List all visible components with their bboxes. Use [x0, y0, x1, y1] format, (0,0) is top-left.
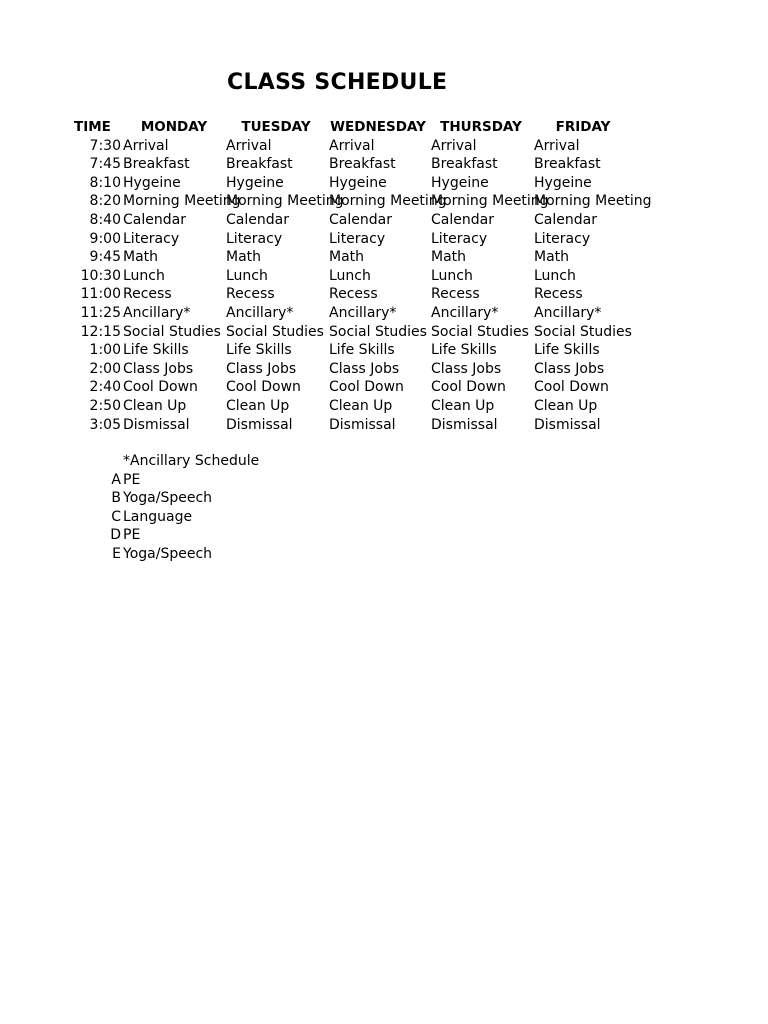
table-row: [0, 397, 768, 416]
activity-cell-thursday: Morning Meeting: [431, 193, 549, 210]
time-cell: 12:15: [80, 323, 121, 340]
activity-cell-thursday: Dismissal: [431, 416, 498, 433]
activity-cell-tuesday: Life Skills: [226, 342, 292, 359]
activity-cell-friday: Clean Up: [534, 397, 598, 414]
activity-cell-tuesday: Math: [226, 249, 262, 266]
table-row: [0, 137, 768, 156]
time-cell: 8:20: [89, 193, 121, 210]
ancillary-value: PE: [123, 527, 141, 544]
activity-cell-wednesday: Ancillary*: [329, 304, 397, 321]
activity-cell-thursday: Life Skills: [431, 342, 497, 359]
activity-cell-friday: Social Studies: [534, 323, 632, 340]
activity-cell-thursday: Social Studies: [431, 323, 529, 340]
time-cell: 9:45: [89, 249, 121, 266]
time-cell: 2:50: [89, 397, 121, 414]
activity-cell-friday: Calendar: [534, 211, 597, 228]
activity-cell-monday: Calendar: [123, 211, 186, 228]
activity-cell-wednesday: Hygeine: [329, 174, 387, 191]
table-row: [0, 323, 768, 342]
activity-cell-friday: Literacy: [534, 230, 591, 247]
activity-cell-thursday: Calendar: [431, 211, 494, 228]
time-cell: 10:30: [80, 267, 121, 284]
activity-cell-monday: Morning Meeting: [123, 193, 241, 210]
activity-cell-wednesday: Social Studies: [329, 323, 427, 340]
activity-cell-wednesday: Clean Up: [329, 397, 393, 414]
time-cell: 3:05: [89, 416, 121, 433]
time-cell: 7:30: [89, 137, 121, 154]
header-wednesday: WEDNESDAY: [330, 119, 426, 135]
activity-cell-tuesday: Recess: [226, 286, 275, 303]
time-cell: 8:40: [89, 211, 121, 228]
ancillary-value: Yoga/Speech: [123, 490, 213, 507]
activity-cell-tuesday: Class Jobs: [226, 360, 297, 377]
table-row: [0, 174, 768, 193]
activity-cell-monday: Recess: [123, 286, 172, 303]
activity-cell-friday: Cool Down: [534, 379, 609, 396]
activity-cell-monday: Cool Down: [123, 379, 198, 396]
table-row: [0, 248, 768, 267]
activity-cell-tuesday: Breakfast: [226, 156, 293, 173]
time-cell: 2:00: [89, 360, 121, 377]
activity-cell-wednesday: Morning Meeting: [329, 193, 447, 210]
activity-cell-tuesday: Clean Up: [226, 397, 290, 414]
ancillary-value: PE: [123, 471, 141, 488]
activity-cell-friday: Recess: [534, 286, 583, 303]
time-cell: 11:25: [80, 304, 121, 321]
time-cell: 1:00: [89, 342, 121, 359]
time-cell: 8:10: [89, 174, 121, 191]
activity-cell-thursday: Cool Down: [431, 379, 506, 396]
activity-cell-friday: Morning Meeting: [534, 193, 652, 210]
ancillary-letter: C: [111, 508, 121, 525]
activity-cell-friday: Class Jobs: [534, 360, 605, 377]
activity-cell-monday: Class Jobs: [123, 360, 194, 377]
activity-cell-thursday: Class Jobs: [431, 360, 502, 377]
activity-cell-tuesday: Ancillary*: [226, 304, 294, 321]
activity-cell-friday: Lunch: [534, 267, 576, 284]
activity-cell-tuesday: Morning Meeting: [226, 193, 344, 210]
activity-cell-thursday: Ancillary*: [431, 304, 499, 321]
activity-cell-tuesday: Cool Down: [226, 379, 301, 396]
table-row: [0, 360, 768, 379]
activity-cell-wednesday: Math: [329, 249, 365, 266]
activity-cell-monday: Life Skills: [123, 342, 189, 359]
ancillary-letter: D: [110, 527, 121, 544]
header-monday: MONDAY: [140, 119, 208, 135]
activity-cell-tuesday: Arrival: [226, 137, 272, 154]
activity-cell-friday: Dismissal: [534, 416, 601, 433]
activity-cell-tuesday: Dismissal: [226, 416, 293, 433]
time-cell: 2:40: [89, 379, 121, 396]
ancillary-letter: E: [112, 546, 121, 562]
table-row: [0, 155, 768, 174]
page-title: CLASS SCHEDULE: [227, 70, 448, 95]
ancillary-letter: A: [111, 471, 121, 488]
activity-cell-monday: Dismissal: [123, 416, 190, 433]
table-row: [0, 192, 768, 211]
activity-cell-monday: Hygeine: [123, 174, 181, 191]
activity-cell-thursday: Arrival: [431, 137, 477, 154]
activity-cell-wednesday: Lunch: [329, 267, 371, 284]
activity-cell-tuesday: Hygeine: [226, 174, 284, 191]
table-row: [0, 416, 768, 435]
activity-cell-thursday: Breakfast: [431, 156, 498, 173]
activity-cell-monday: Literacy: [123, 230, 180, 247]
activity-cell-monday: Breakfast: [123, 156, 190, 173]
activity-cell-thursday: Clean Up: [431, 397, 495, 414]
ancillary-value: Yoga/Speech: [123, 546, 213, 562]
activity-cell-thursday: Lunch: [431, 267, 473, 284]
activity-cell-monday: Social Studies: [123, 323, 221, 340]
activity-cell-thursday: Math: [431, 249, 467, 266]
ancillary-letter: B: [111, 490, 121, 507]
activity-cell-monday: Ancillary*: [123, 304, 191, 321]
table-row: [0, 211, 768, 230]
activity-cell-friday: Arrival: [534, 137, 580, 154]
activity-cell-wednesday: Literacy: [329, 230, 386, 247]
activity-cell-thursday: Literacy: [431, 230, 488, 247]
time-cell: 11:00: [80, 286, 121, 303]
time-cell: 9:00: [89, 230, 121, 247]
table-row: [0, 341, 768, 360]
ancillary-value: Language: [123, 508, 193, 525]
schedule-table: [0, 118, 768, 434]
activity-cell-friday: Ancillary*: [534, 304, 602, 321]
activity-cell-tuesday: Literacy: [226, 230, 283, 247]
activity-cell-thursday: Recess: [431, 286, 480, 303]
header-friday: FRIDAY: [555, 119, 611, 135]
activity-cell-wednesday: Class Jobs: [329, 360, 400, 377]
activity-cell-thursday: Hygeine: [431, 174, 489, 191]
table-row: [0, 304, 768, 323]
activity-cell-wednesday: Dismissal: [329, 416, 396, 433]
activity-cell-wednesday: Calendar: [329, 211, 392, 228]
table-row: [0, 267, 768, 286]
activity-cell-wednesday: Life Skills: [329, 342, 395, 359]
activity-cell-monday: Math: [123, 249, 159, 266]
table-row: [0, 285, 768, 304]
table-row: [0, 230, 768, 249]
ancillary-title: *Ancillary Schedule: [123, 453, 260, 469]
activity-cell-monday: Clean Up: [123, 397, 187, 414]
activity-cell-friday: Life Skills: [534, 342, 600, 359]
activity-cell-friday: Breakfast: [534, 156, 601, 173]
activity-cell-friday: Hygeine: [534, 174, 592, 191]
header-tuesday: TUESDAY: [241, 119, 311, 135]
activity-cell-monday: Lunch: [123, 267, 165, 284]
activity-cell-wednesday: Recess: [329, 286, 378, 303]
activity-cell-tuesday: Calendar: [226, 211, 289, 228]
time-cell: 7:45: [89, 156, 121, 173]
activity-cell-wednesday: Arrival: [329, 137, 375, 154]
activity-cell-tuesday: Social Studies: [226, 323, 324, 340]
activity-cell-wednesday: Cool Down: [329, 379, 404, 396]
activity-cell-monday: Arrival: [123, 137, 169, 154]
table-body: [0, 137, 768, 435]
table-header-row: [0, 118, 768, 137]
header-thursday: THURSDAY: [440, 119, 522, 135]
activity-cell-tuesday: Lunch: [226, 267, 268, 284]
activity-cell-wednesday: Breakfast: [329, 156, 396, 173]
table-row: [0, 378, 768, 397]
activity-cell-friday: Math: [534, 249, 570, 266]
header-time: TIME: [74, 119, 111, 135]
